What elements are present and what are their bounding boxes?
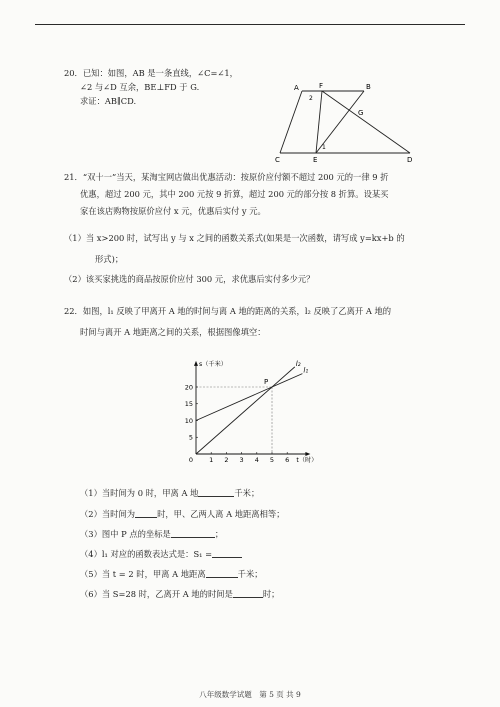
line-fd (322, 91, 410, 153)
label-d: D (407, 156, 413, 164)
x-tick-label-4: 4 (254, 456, 259, 464)
q21-sub-2: （2）该买家挑选的商品按原价应付 300 元，求优惠后实付多少元？ (64, 274, 315, 284)
q22-distance-time-chart (172, 358, 332, 470)
q20-geometry-figure (272, 80, 422, 165)
label-b: B (366, 83, 371, 91)
q22-sub-3-tail: ； (214, 529, 224, 539)
q20-line-1: 20．已知：如图，AB 是一条直线，∠C=∠1， (64, 68, 238, 78)
x-tick-label-6: 6 (285, 456, 290, 464)
label-e: E (313, 156, 318, 164)
x-tick-label-1: 1 (209, 456, 214, 464)
q21-line-3: 家在该店购物按原价应付 x 元，优惠后实付 y 元。 (80, 206, 266, 216)
y-tick-label-10: 10 (184, 416, 193, 425)
q22-sub-6 (80, 588, 279, 600)
q22-line-1: 22．如图，l₁ 反映了甲离开 A 地的时间与离 A 地的距离的关系，l₂ 反映了乙离开 A 地的 (64, 306, 392, 316)
series-line-1 (196, 374, 302, 421)
q22-line-2: 时间与离开 A 地距离之间的关系，根据图像填空： (80, 327, 266, 337)
origin-label: 0 (188, 456, 193, 464)
y-tick-label-20: 20 (184, 383, 193, 392)
label-c: C (275, 156, 280, 164)
angle-2-label: 2 (309, 95, 313, 102)
q22-sub-2-text: （2）当时间为 (80, 509, 136, 519)
q22-sub-3 (80, 528, 223, 540)
label-g: G (358, 109, 364, 117)
q22-sub-6-text: （6）当 S=28 时，乙离开 A 地的时间是 (80, 589, 233, 599)
x-tick-label-5: 5 (269, 456, 275, 464)
top-rule (35, 24, 465, 25)
answer-blank-2[interactable] (135, 508, 157, 518)
q22-sub-6-tail: 时； (262, 589, 280, 599)
page-footer: 八年级数学试题 第 5 页 共 9 (199, 690, 301, 699)
line-ac (280, 91, 302, 153)
y-tick-label-5: 5 (188, 433, 193, 442)
label-a: A (294, 84, 299, 92)
q22-sub-1-tail: 千米； (234, 488, 260, 498)
q22-sub-1 (80, 487, 259, 499)
q22-sub-5 (80, 568, 263, 580)
series-label-2: l₂ (295, 359, 301, 368)
q21-line-2: 优惠，超过 200 元，其中 200 元按 9 折算，超过 200 元的部分按 8 折算。设某买 (80, 189, 389, 199)
y-axis-label: s（千米） (199, 360, 227, 368)
x-axis-arrow (305, 452, 310, 456)
q22-sub-4-text: （4）l₁ 对应的函数表达式是：S₁ = (80, 549, 213, 559)
point-p-label: P (264, 378, 269, 386)
q22-sub-5-text: （5）当 t = 2 时，甲离 A 地距离 (80, 569, 206, 579)
y-axis-arrow (194, 361, 198, 366)
angle-1-label: 1 (322, 144, 326, 151)
series-label-1: l₁ (303, 366, 309, 375)
series-line-2 (196, 367, 295, 454)
q22-sub-2 (80, 508, 285, 520)
answer-blank-4[interactable] (212, 548, 242, 558)
q22-sub-1-text: （1）当时间为 0 时，甲离 A 地 (80, 488, 199, 498)
q21-line-1: 21．“双十一”当天，某淘宝网店做出优惠活动：按原价应付额不超过 200 元的一律 9 折 (64, 172, 389, 182)
x-tick-label-3: 3 (239, 456, 244, 464)
q20-line-2: ∠2 与∠D 互余，BE⊥FD 于 G. (80, 82, 200, 92)
x-tick-label-2: 2 (224, 456, 229, 464)
q22-sub-3-text: （3）图中 P 点的坐标是 (80, 529, 171, 539)
q22-sub-4 (80, 548, 242, 560)
q20-line-3: 求证：AB∥CD. (80, 96, 137, 106)
label-f: F (319, 82, 324, 90)
q22-sub-5-tail: 千米； (237, 569, 263, 579)
q21-sub-1: （1）当 x>200 时，试写出 y 与 x 之间的函数关系式(如果是一次函数，请写成 y=kx+b 的 (64, 233, 405, 243)
q22-sub-2-tail: 时，甲、乙两人离 A 地距离相等； (157, 509, 285, 519)
x-axis-label: t（时） (296, 457, 318, 464)
q21-sub-1-cont: 形式)； (95, 254, 124, 264)
answer-blank-6[interactable] (233, 588, 263, 598)
answer-blank-5[interactable] (206, 568, 238, 578)
answer-blank-1[interactable] (198, 487, 234, 497)
y-tick-label-15: 15 (184, 400, 193, 409)
answer-blank-3[interactable] (171, 528, 215, 538)
